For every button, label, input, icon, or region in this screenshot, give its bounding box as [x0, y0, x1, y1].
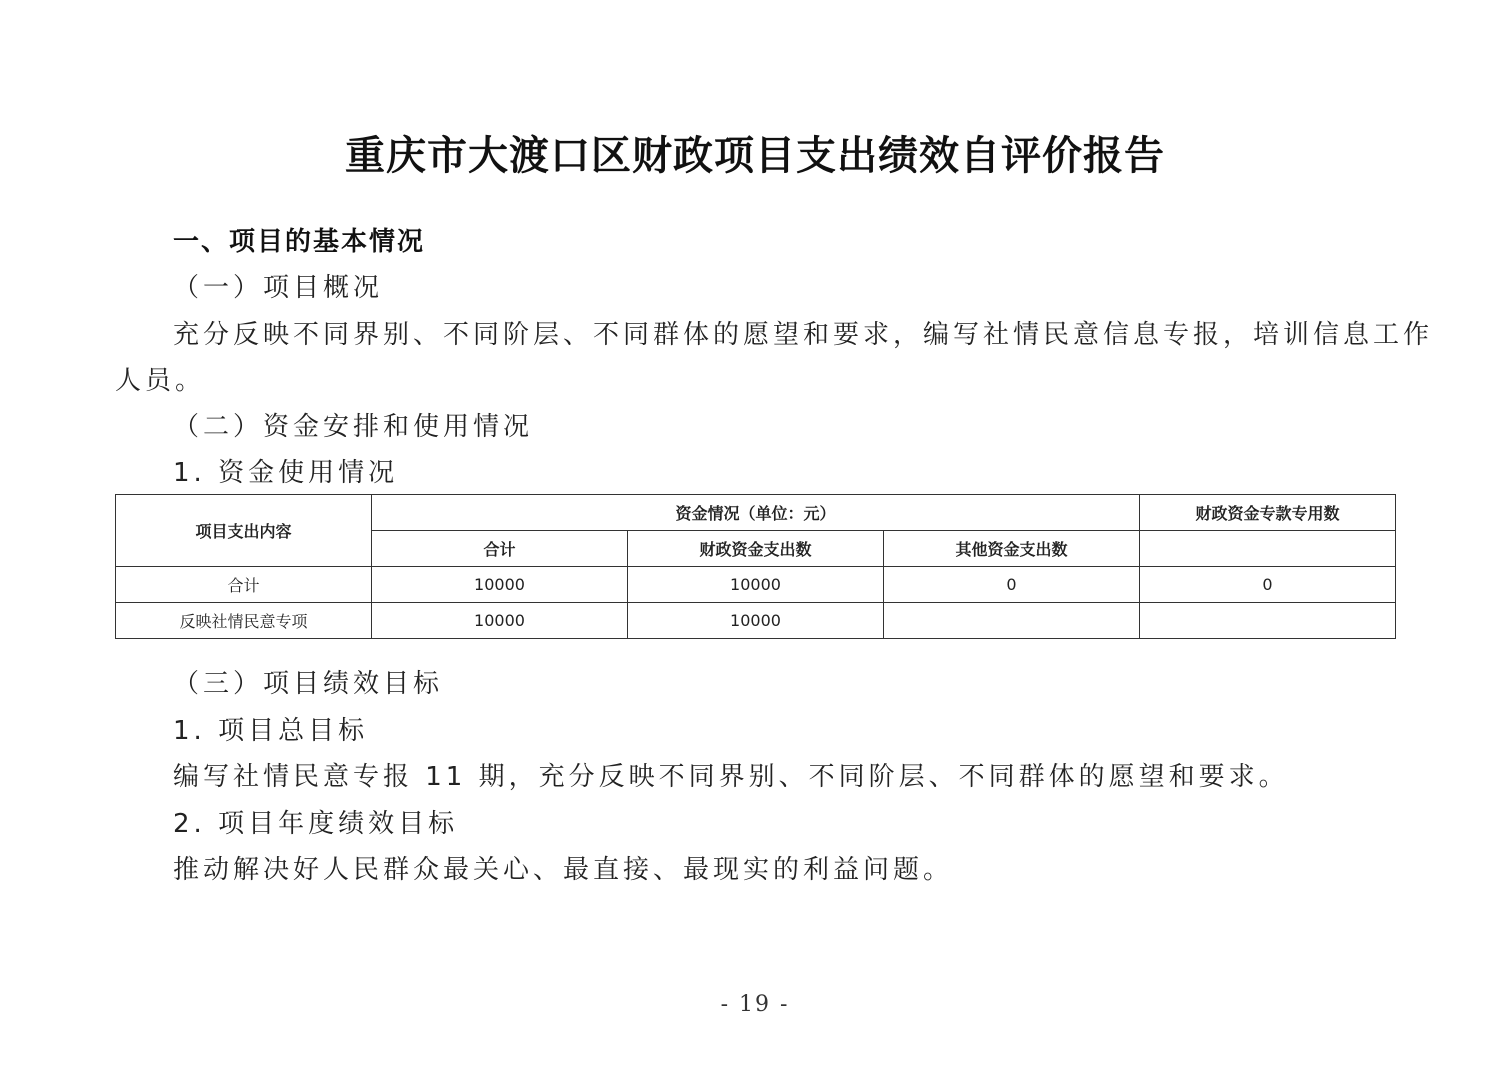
- cell-item: 反映社情民意专项: [116, 603, 372, 639]
- overall-goal-label: 1. 项目总目标: [173, 716, 369, 746]
- header-funds-situation: 资金情况（单位：元）: [372, 495, 1140, 531]
- table-header-row: [116, 495, 1396, 531]
- cell-other: 0: [884, 567, 1140, 603]
- table-row: [116, 603, 1396, 639]
- cell-fiscal: 10000: [628, 603, 884, 639]
- funding-usage-label: 1. 资金使用情况: [173, 458, 399, 488]
- cell-total: 10000: [372, 567, 628, 603]
- cell-special: [1140, 603, 1396, 639]
- cell-other: [884, 603, 1140, 639]
- cell-total: 10000: [372, 603, 628, 639]
- document-title: 重庆市大渡口区财政项目支出绩效自评价报告: [345, 132, 1165, 179]
- overview-paragraph-line-2: 人员。: [115, 366, 206, 396]
- cell-item: 合计: [116, 567, 372, 603]
- cell-special: 0: [1140, 567, 1396, 603]
- header-project-item: 项目支出内容: [116, 495, 372, 567]
- annual-goal-text: 推动解决好人民群众最关心、最直接、最现实的利益问题。: [173, 855, 954, 885]
- annual-goal-label: 2. 项目年度绩效目标: [173, 809, 459, 839]
- subsection-heading-funding: （二）资金安排和使用情况: [173, 412, 534, 442]
- header-total: 合计: [372, 531, 628, 567]
- table-row: [116, 567, 1396, 603]
- header-other-spend: 其他资金支出数: [884, 531, 1140, 567]
- section-heading-basic-info: 一、项目的基本情况: [173, 227, 426, 257]
- header-empty-cell: [1140, 531, 1396, 567]
- header-fiscal-spend: 财政资金支出数: [628, 531, 884, 567]
- cell-fiscal: 10000: [628, 567, 884, 603]
- subsection-heading-performance-goals: （三）项目绩效目标: [173, 669, 444, 699]
- header-special-use: 财政资金专款专用数: [1140, 495, 1396, 531]
- overall-goal-text: 编写社情民意专报 11 期，充分反映不同界别、不同阶层、不同群体的愿望和要求。: [173, 762, 1289, 792]
- page-number: - 19 -: [720, 992, 790, 1017]
- funding-table: [115, 494, 1396, 639]
- overview-paragraph-line-1: 充分反映不同界别、不同阶层、不同群体的愿望和要求，编写社情民意信息专报，培训信息工作: [173, 320, 1434, 350]
- subsection-heading-overview: （一）项目概况: [173, 273, 384, 303]
